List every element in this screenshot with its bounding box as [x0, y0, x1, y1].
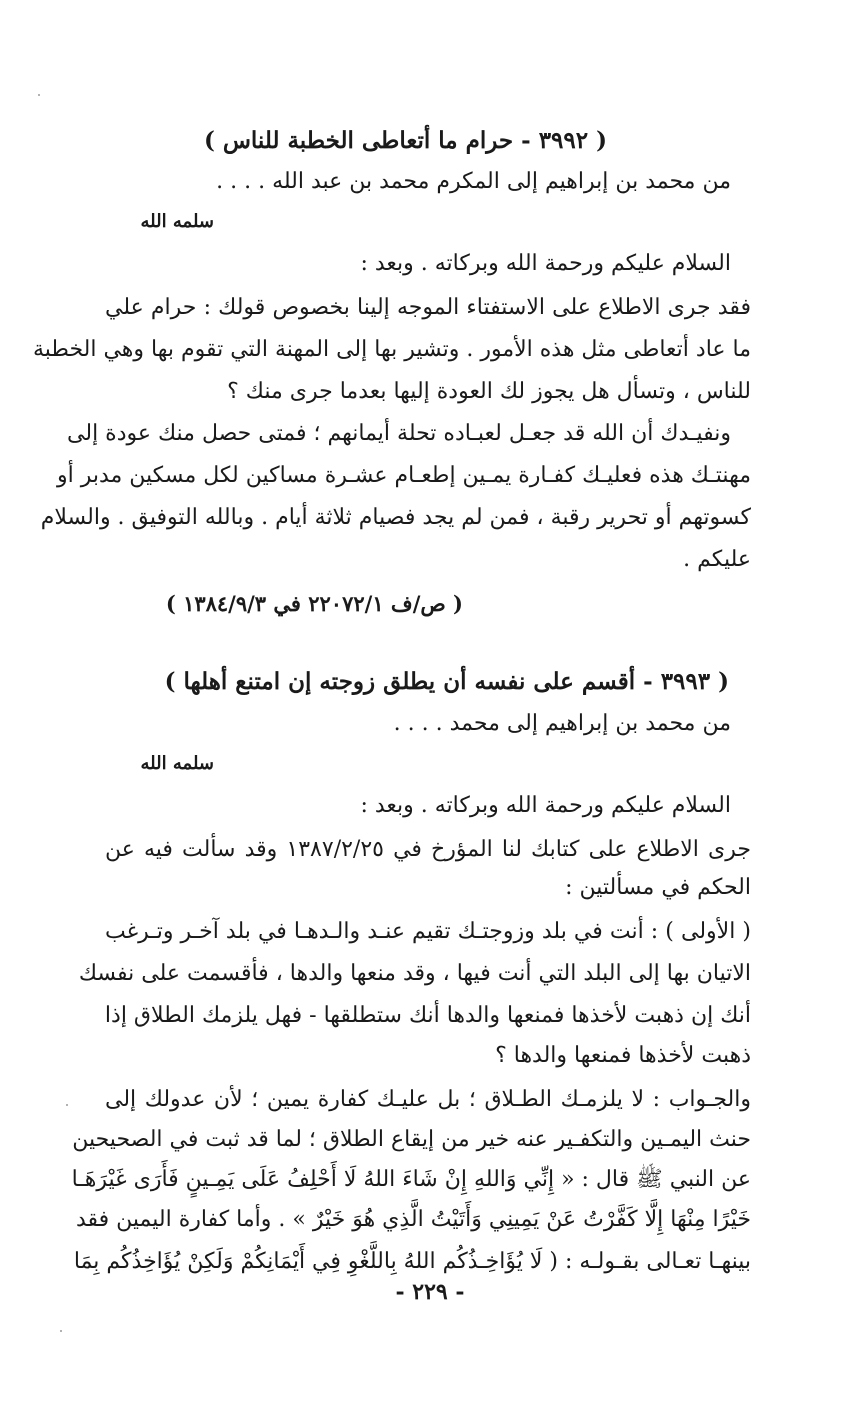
- letter2-greet-to: سلمه الله: [140, 753, 214, 774]
- letter1-body-line: ما عاد أتعاطى مثل هذه الأمور . وتشير بها إلى المهنة التي تقوم بها وهي الخطبة: [32, 337, 751, 362]
- letter2-body-line: والجـواب : لا يلزمـك الطـلاق ؛ بل عليـك كفارة يمين ؛ لأن عدولك إلى: [105, 1087, 751, 1112]
- letter1-body-line: للناس ، وتسأل هل يجوز لك العودة إليها بعدما جرى منك ؟: [227, 379, 751, 404]
- scan-speck: [38, 94, 40, 96]
- letter1-body-line: فقد جرى الاطلاع على الاستفتاء الموجه إلينا بخصوص قولك : حرام علي: [105, 295, 751, 320]
- letter2-body-line: بينهـا تعـالى بقـولـه : ( لَا يُؤَاخِـذُكُم اللهُ بِاللَّغْوِ فِي أَيْمَانِكُمْ وَلَكِنْ يُؤَاخِذُكُم بِمَا: [73, 1249, 751, 1274]
- scan-speck: [66, 1104, 68, 1106]
- scan-speck: [60, 1330, 62, 1332]
- letter1-greet-to: سلمه الله: [140, 211, 214, 232]
- letter2-body-line: الحكم في مسألتين :: [565, 875, 751, 900]
- letter1-title: ( ٣٩٩٢ - حرام ما أتعاطى الخطبة للناس ): [203, 127, 607, 154]
- letter2-body-line: خَيْرًا مِنْهَا إِلَّا كَفَّرْتُ عَنْ يَمِينِي وَأَتَيْتُ الَّذِي هُوَ خَيْرٌ » . وأما كفارة اليمين فقد: [75, 1207, 751, 1232]
- letter2-body-line: حنث اليمـين والتكفـير عنه خير من إيقاع الطلاق ؛ لما قد ثبت في الصحيحين: [72, 1127, 751, 1152]
- letter1-body-line: كسوتهم أو تحرير رقبة ، فمن لم يجد فصيام ثلاثة أيام . وبالله التوفيق . والسلام: [40, 505, 751, 530]
- letter2-body-line: عن النبي ﷺ قال : « إِنِّي وَاللهِ إِنْ شَاءَ اللهُ لَا أَحْلِفُ عَلَى يَمِـينٍ فَأَرَى غَيْرَهَـا: [71, 1167, 751, 1192]
- letter2-body-line: ذهبت لأخذها فمنعها والدها ؟: [495, 1043, 751, 1068]
- letter1-body-line: ونفيـدك أن الله قد جعـل لعبـاده تحلة أيمانهم ؛ فمتى حصل منك عودة إلى: [67, 421, 731, 446]
- letter2-from-line: من محمد بن إبراهيم إلى محمد . . . .: [393, 711, 731, 736]
- letter2-body-line: جرى الاطلاع على كتابك لنا المؤرخ في ١٣٨٧/٢/٢٥ وقد سألت فيه عن: [105, 837, 751, 862]
- letter1-body-line: عليكم .: [683, 547, 751, 572]
- letter2-body-line: الاتيان بها إلى البلد التي أنت فيها ، وقد منعها والدها ، فأقسمت على نفسك: [78, 961, 751, 986]
- letter2-body-line: ( الأولى ) : أنت في بلد وزوجتـك تقيم عنـد والـدهـا في بلد آخـر وتـرغب: [105, 919, 751, 944]
- letter1-salutation: السلام عليكم ورحمة الله وبركاته . وبعد :: [360, 251, 731, 276]
- letter1-from-line: من محمد بن إبراهيم إلى المكرم محمد بن عبد الله . . . .: [216, 169, 731, 194]
- letter2-body-line: أنك إن ذهبت لأخذها فمنعها والدها أنك ستطلقها - فهل يلزمك الطلاق إذا: [104, 1003, 751, 1028]
- letter2-title: ( ٣٩٩٣ - أقسم على نفسه أن يطلق زوجته إن امتنع أهلها ): [164, 668, 729, 695]
- letter1-body-line: مهنتـك هذه فعليـك كفـارة يمـين إطعـام عشـرة مساكين لكل مسكين مدبر أو: [56, 463, 751, 488]
- letter1-citation: ( ص/ف ٢٢٠٧٢/١ في ١٣٨٤/٩/٣ ): [165, 591, 463, 616]
- letter2-salutation: السلام عليكم ورحمة الله وبركاته . وبعد :: [360, 793, 731, 818]
- page-number: - ٢٢٩ -: [395, 1279, 465, 1305]
